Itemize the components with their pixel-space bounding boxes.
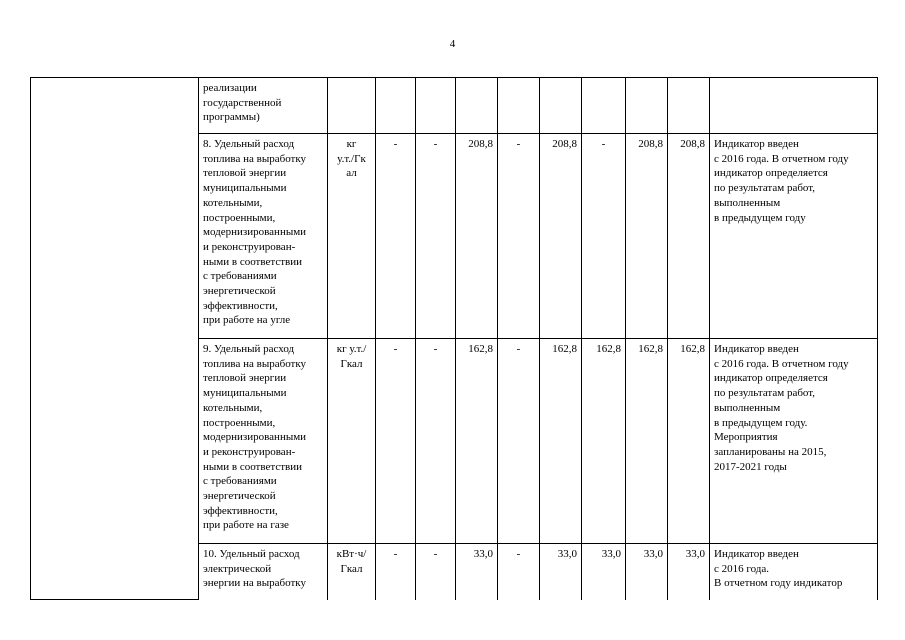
note-cell bbox=[710, 78, 878, 134]
value-cell: 208,8 bbox=[668, 134, 710, 339]
value-cell: 208,8 bbox=[626, 134, 668, 339]
value-cell: 162,8 bbox=[582, 339, 626, 544]
indicator-name: 10. Удельный расход электрической энергии на выработку bbox=[199, 544, 328, 600]
value-cell: 208,8 bbox=[456, 134, 498, 339]
value-cell: 33,0 bbox=[668, 544, 710, 600]
value-cell: 162,8 bbox=[540, 339, 582, 544]
value-cell bbox=[540, 78, 582, 134]
page-number: 4 bbox=[449, 38, 456, 50]
value-cell bbox=[416, 78, 456, 134]
unit-cell: кг у.т./ Гкал bbox=[328, 339, 376, 544]
indicator-name: 9. Удельный расход топлива на выработку тепловой энергии муниципальными котельными, построенными, модернизированными и реконструирован- ными в соответствии с требованиями энергетической эффективности, при работе на газе bbox=[199, 339, 328, 544]
note-cell: Индикатор введен с 2016 года. В отчетном году индикатор определяется по результатам работ, выполненным в предыдущем году bbox=[710, 134, 878, 339]
unit-cell bbox=[328, 78, 376, 134]
value-cell: - bbox=[416, 134, 456, 339]
value-cell bbox=[456, 78, 498, 134]
value-cell: - bbox=[582, 134, 626, 339]
indicators-table bbox=[30, 77, 878, 600]
value-cell: 162,8 bbox=[668, 339, 710, 544]
value-cell bbox=[582, 78, 626, 134]
value-cell bbox=[498, 78, 540, 134]
value-cell: - bbox=[416, 339, 456, 544]
left-blank-column bbox=[31, 78, 199, 600]
value-cell: - bbox=[498, 544, 540, 600]
value-cell: 33,0 bbox=[582, 544, 626, 600]
value-cell: 162,8 bbox=[626, 339, 668, 544]
value-cell: 162,8 bbox=[456, 339, 498, 544]
value-cell: 33,0 bbox=[456, 544, 498, 600]
value-cell: 208,8 bbox=[540, 134, 582, 339]
value-cell: 33,0 bbox=[540, 544, 582, 600]
unit-cell: кг у.т./Гк ал bbox=[328, 134, 376, 339]
value-cell bbox=[626, 78, 668, 134]
unit-cell: кВт·ч/ Гкал bbox=[328, 544, 376, 600]
value-cell: - bbox=[498, 134, 540, 339]
indicator-name: 8. Удельный расход топлива на выработку тепловой энергии муниципальными котельными, построенными, модернизированными и реконструирован- ными в соответствии с требованиями энергетической эффективности, при работе на угле bbox=[199, 134, 328, 339]
note-cell: Индикатор введен с 2016 года. В отчетном году индикатор определяется по результатам работ, выполненным в предыдущем году. Мероприятия запланированы на 2015, 2017-2021 годы bbox=[710, 339, 878, 544]
value-cell: - bbox=[376, 339, 416, 544]
value-cell bbox=[376, 78, 416, 134]
value-cell: - bbox=[498, 339, 540, 544]
table-row bbox=[31, 78, 878, 134]
value-cell: - bbox=[376, 544, 416, 600]
indicator-name: реализации государственной программы) bbox=[199, 78, 328, 134]
value-cell: 33,0 bbox=[626, 544, 668, 600]
value-cell: - bbox=[376, 134, 416, 339]
note-cell: Индикатор введен с 2016 года. В отчетном году индикатор bbox=[710, 544, 878, 600]
value-cell bbox=[668, 78, 710, 134]
value-cell: - bbox=[416, 544, 456, 600]
